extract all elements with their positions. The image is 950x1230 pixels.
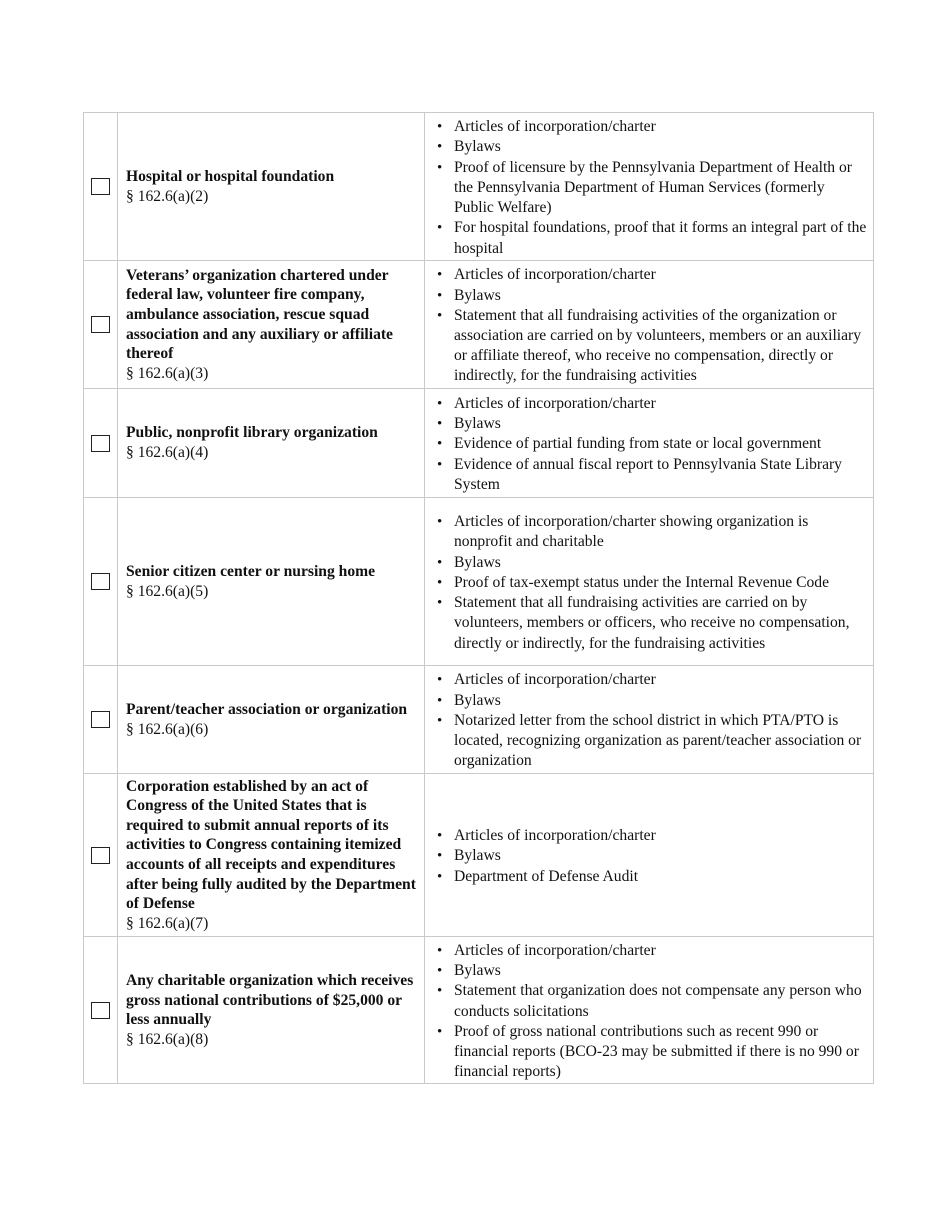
org-name: Corporation established by an act of Congress of the United States that is required to submit annual reports of its activities to Congress containing itemized accounts of all receipts and expenditures after being fully audited by the Department of Defense	[126, 777, 416, 913]
document-list	[435, 670, 867, 771]
table-row	[84, 666, 874, 774]
org-citation: § 162.6(a)(2)	[126, 187, 209, 205]
org-name: Senior citizen center or nursing home	[126, 562, 376, 580]
table-row	[84, 389, 874, 498]
document-list	[435, 394, 867, 495]
org-citation: § 162.6(a)(4)	[126, 444, 209, 461]
list-item: • Evidence of partial funding from state or local government	[435, 434, 867, 454]
org-citation: § 162.6(a)(8)	[126, 1030, 209, 1048]
list-item: • Statement that all fundraising activities of the organization or association are carried on by volunteers, members or an auxiliary or affiliate thereof, who receive no compensation, directly or indirectly, for the fundraising activities	[435, 306, 867, 387]
table-row	[84, 261, 874, 389]
checkbox-pta[interactable]	[91, 711, 110, 728]
list-item: • Notarized letter from the school district in which PTA/PTO is located, recognizing organization as parent/teacher association or organization	[435, 711, 867, 772]
requirements-table	[83, 112, 874, 1084]
list-item: • Department of Defense Audit	[435, 867, 867, 887]
checkbox-senior-center[interactable]	[91, 573, 110, 590]
list-item: • Bylaws	[435, 137, 867, 157]
document-list	[435, 941, 867, 1082]
org-citation: § 162.6(a)(7)	[126, 914, 209, 932]
org-name: Veterans’ organization chartered under federal law, volunteer fire company, ambulance association, rescue squad association and any auxiliary or affiliate thereof	[126, 266, 393, 363]
table-row	[84, 937, 874, 1084]
org-citation: § 162.6(a)(5)	[126, 582, 209, 600]
list-item: • Bylaws	[435, 691, 867, 711]
list-item: • Proof of tax-exempt status under the Internal Revenue Code	[435, 573, 867, 593]
table-row	[84, 113, 874, 261]
document-list	[435, 512, 867, 653]
list-item: • Bylaws	[435, 414, 867, 434]
org-citation: § 162.6(a)(3)	[126, 364, 209, 382]
table-row	[84, 498, 874, 666]
list-item: • Articles of incorporation/charter	[435, 265, 867, 285]
list-item: • Articles of incorporation/charter showing organization is nonprofit and charitable	[435, 512, 867, 552]
list-item: • Bylaws	[435, 553, 867, 573]
org-citation: § 162.6(a)(6)	[126, 720, 209, 738]
org-name: Parent/teacher association or organization	[126, 700, 408, 718]
table-row	[84, 774, 874, 937]
list-item: • Articles of incorporation/charter	[435, 826, 867, 846]
document-list	[435, 117, 867, 258]
org-name: Hospital or hospital foundation	[126, 167, 335, 185]
checkbox-small-charity[interactable]	[91, 1002, 110, 1019]
list-item: • Articles of incorporation/charter	[435, 941, 867, 961]
list-item: • Articles of incorporation/charter	[435, 117, 867, 137]
checkbox-veterans[interactable]	[91, 316, 110, 333]
list-item: • Proof of gross national contributions such as recent 990 or financial reports (BCO-23 may be submitted if there is no 990 or financial reports)	[435, 1022, 867, 1083]
checkbox-library[interactable]	[91, 435, 110, 452]
org-name: Any charitable organization which receives gross national contributions of $25,000 or less annually	[126, 972, 414, 1029]
checkbox-hospital[interactable]	[91, 178, 110, 195]
list-item: • Evidence of annual fiscal report to Pennsylvania State Library System	[435, 455, 867, 495]
list-item: • Bylaws	[435, 286, 867, 306]
list-item: • Statement that organization does not compensate any person who conducts solicitations	[435, 981, 867, 1021]
document-list	[435, 265, 867, 386]
org-name: Public, nonprofit library organization	[126, 424, 378, 442]
checkbox-congress-corporation[interactable]	[91, 847, 110, 864]
list-item: • Bylaws	[435, 846, 867, 866]
list-item: • Articles of incorporation/charter	[435, 394, 867, 414]
list-item: • For hospital foundations, proof that it forms an integral part of the hospital	[435, 218, 867, 258]
list-item: • Bylaws	[435, 961, 867, 981]
list-item: • Proof of licensure by the Pennsylvania Department of Health or the Pennsylvania Department of Human Services (formerly Public Welfare)	[435, 158, 867, 219]
list-item: • Statement that all fundraising activities are carried on by volunteers, members or officers, who receive no compensation, directly or indirectly, for the fundraising activities	[435, 593, 867, 654]
document-list	[435, 826, 867, 887]
list-item: • Articles of incorporation/charter	[435, 670, 867, 690]
